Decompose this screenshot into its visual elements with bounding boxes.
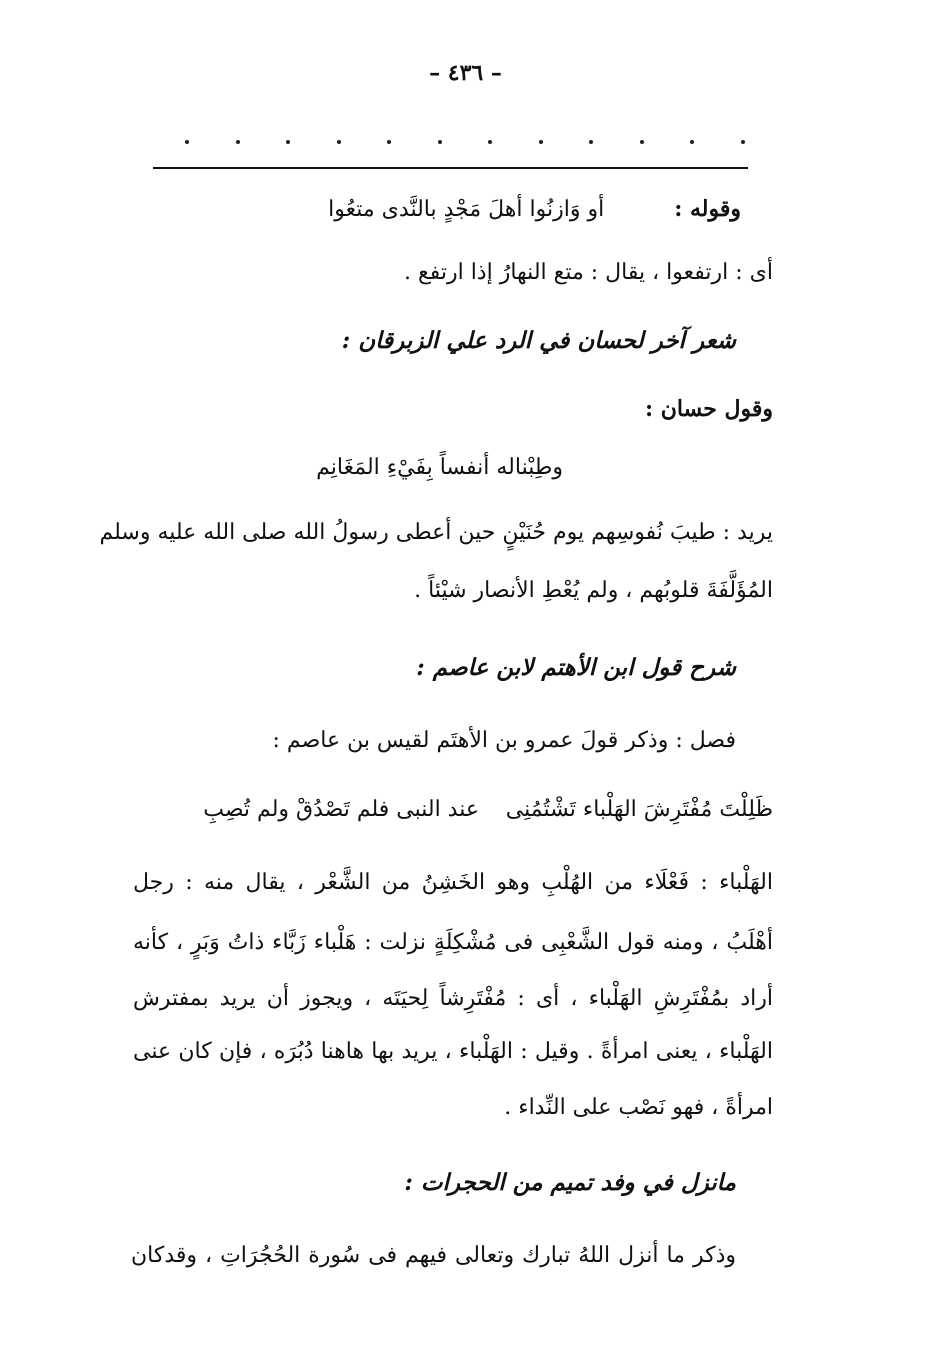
text-line: أراد بمُفْتَرِشِ الهَلْباء ، أى : مُفْتَرِشاً لِحيَتَه ، ويجوز أن يريد بمفترش xyxy=(133,986,773,1011)
text-line-verse-intro xyxy=(328,193,741,226)
section-heading: مانزل في وفد تميم من الحجرات : xyxy=(404,1169,736,1196)
text-line: وقول حسان : xyxy=(644,396,773,422)
verse-hemistich-first: ظَلِلْتَ مُفْتَرِشَ الهَلْباء تَشْتُمُنِى xyxy=(505,797,773,822)
text-line: فصل : وذكر قولَ عمرو بن الأهتَم لقيس بن عاصم : xyxy=(272,728,736,753)
section-heading: شرح قول ابن الأهتم لابن عاصم : xyxy=(416,654,736,681)
ornament-dot xyxy=(690,140,694,144)
text-line: المُؤَلَّفَةَ قلوبُهم ، ولم يُعْطِ الأنصار شيْئاً . xyxy=(414,578,773,603)
verse-line: وطِبْناله أنفساً بِفَيْءِ المَغَانِم xyxy=(316,455,563,480)
ornament-dot xyxy=(438,140,442,144)
ornament-dot xyxy=(337,140,341,144)
dotted-ornament xyxy=(185,133,745,151)
text-line: الهَلْباء ، يعنى امرأةً . وقيل : الهَلْباء ، يريد بها هاهنا دُبُرَه ، فإن كان عنى xyxy=(133,1039,773,1064)
page-number: – ٤٣٦ – xyxy=(429,60,502,86)
verse-lead: وقوله : xyxy=(674,196,741,222)
ornament-dot xyxy=(640,140,644,144)
ornament-dot xyxy=(589,140,593,144)
header-rule xyxy=(153,167,748,169)
text-line: أى : ارتفعوا ، يقال : متع النهارُ إذا ارتفع . xyxy=(404,260,773,285)
text-line: الهَلْباء : فَعْلَاء من الهُلْبِ وهو الخَشِنُ من الشَّعْر ، يقال منه : رجل xyxy=(133,870,773,895)
ornament-dot xyxy=(741,140,745,144)
text-line: امرأةً ، فهو نَصْب على النِّداء . xyxy=(504,1095,773,1120)
ornament-dot xyxy=(286,140,290,144)
ornament-dot xyxy=(236,140,240,144)
text-line: يريد : طيبَ نُفوسِهم يوم حُنَيْنٍ حين أعطى رسولُ الله صلى الله عليه وسلم xyxy=(99,520,773,545)
verse-text: أو وَازنُوا أهلَ مَجْدٍ بالنَّدى متعُوا xyxy=(328,197,605,222)
text-line: وذكر ما أنزل اللهُ تبارك وتعالى فيهم فى سُورة الحُجُرَاتِ ، وقدكان xyxy=(131,1243,736,1268)
ornament-dot xyxy=(539,140,543,144)
verse-hemistich-second: عند النبى فلم تَصْدُقْ ولم تُصِبِ xyxy=(203,797,479,822)
ornament-dot xyxy=(185,140,189,144)
text-line: أهْلَبُ ، ومنه قول الشَّعْبِى فى مُشْكِلَةٍ نزلت : هَلْباء زَبَّاء ذاتُ وَبَرٍ ، كأنه xyxy=(133,930,773,955)
ornament-dot xyxy=(488,140,492,144)
section-heading: شعر آخر لحسان في الرد علي الزبرقان : xyxy=(341,327,736,354)
ornament-dot xyxy=(387,140,391,144)
